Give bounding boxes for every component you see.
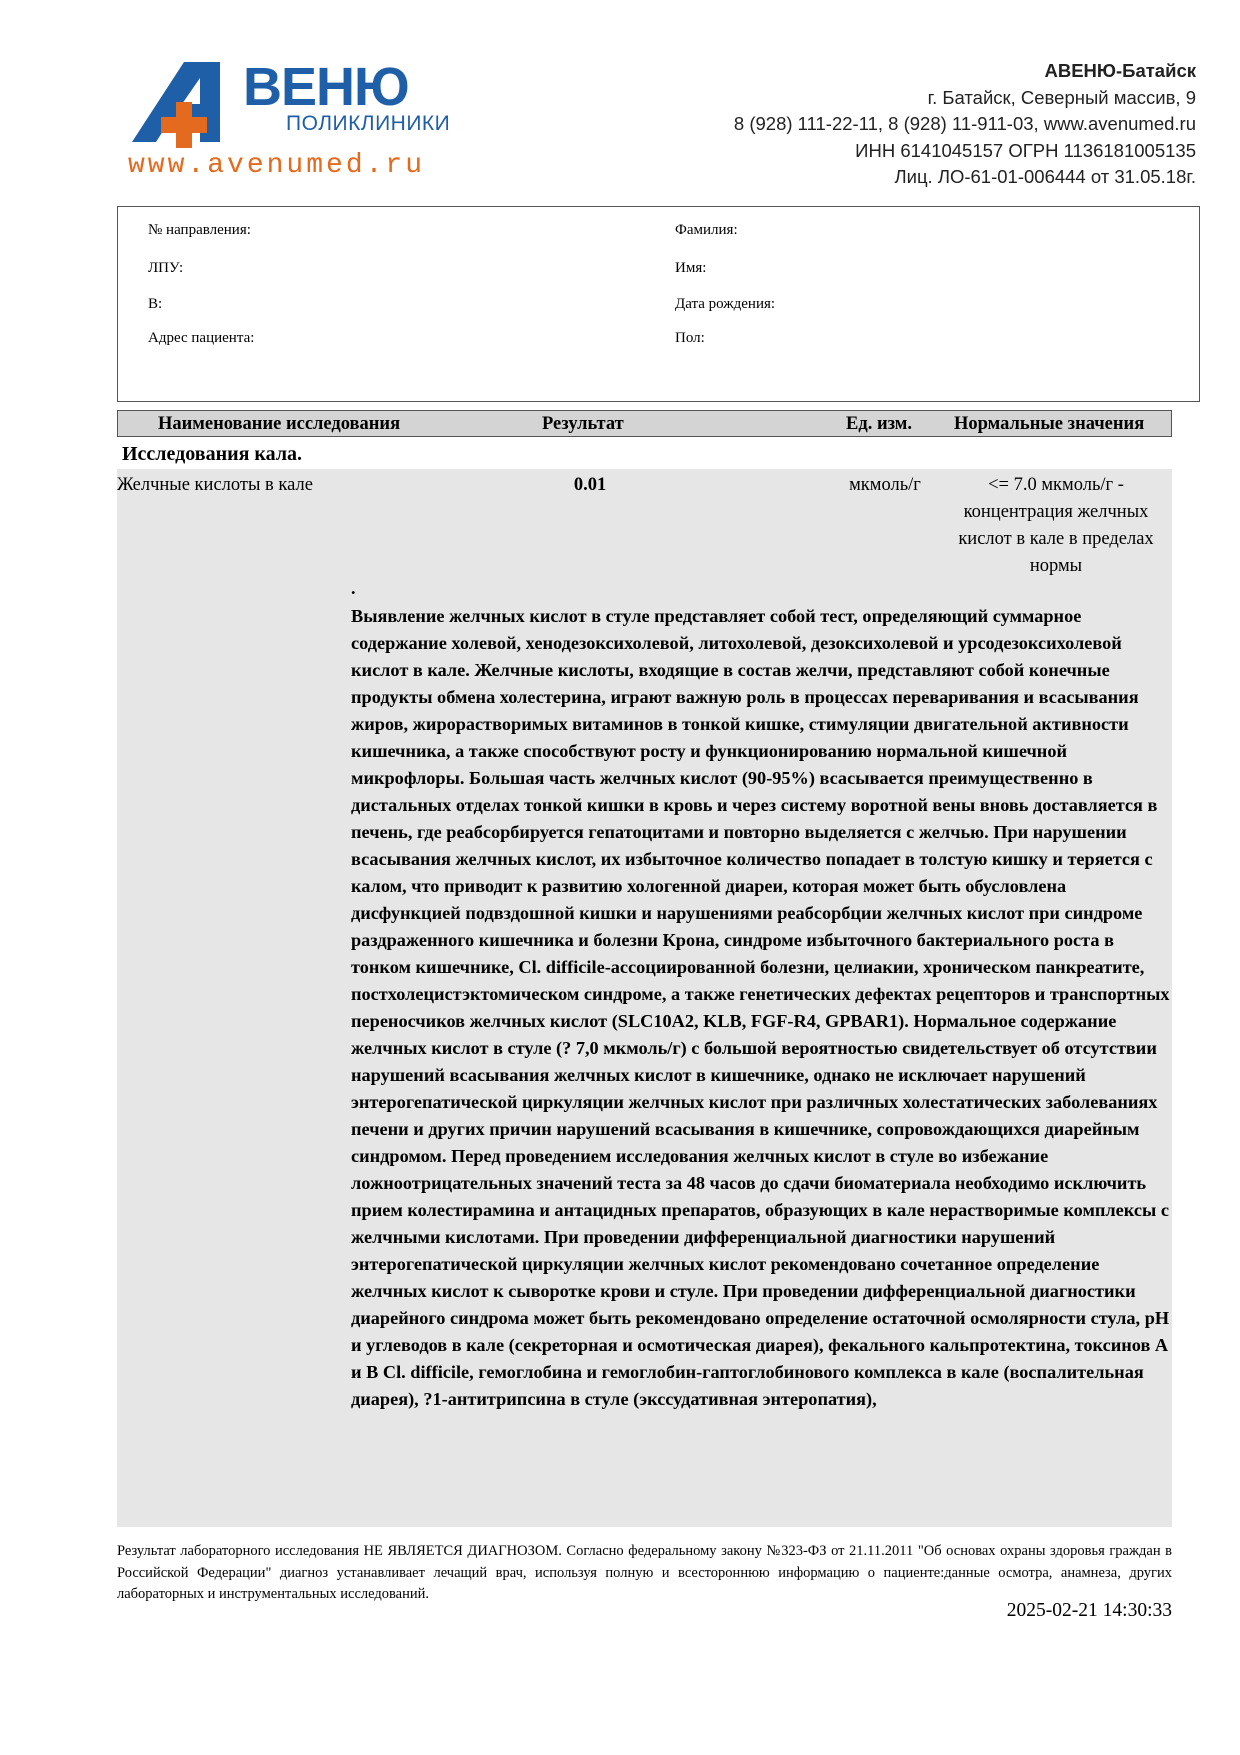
header-result: Результат	[542, 414, 624, 434]
logo-url: www.avenumed.ru	[128, 150, 426, 181]
address-label: Адрес пациента:	[148, 330, 255, 346]
clinic-address: г. Батайск, Северный массив, 9	[927, 86, 1196, 108]
header-reference: Нормальные значения	[954, 414, 1145, 434]
clinic-name: АВЕНЮ-Батайск	[1044, 60, 1196, 81]
name-label: Имя:	[675, 260, 707, 276]
test-reference: <= 7.0 мкмоль/г - концентрация желчных кислот в кале в пределах нормы	[958, 475, 1154, 576]
header-name: Наименование исследования	[158, 414, 401, 434]
description-dot: .	[351, 578, 356, 598]
test-result: 0.01	[573, 475, 607, 495]
header-unit: Ед. изм.	[846, 414, 913, 434]
logo-word: ВЕНЮ	[243, 57, 409, 117]
lpu-label: ЛПУ:	[148, 260, 184, 276]
sex-label: Пол:	[675, 330, 705, 346]
birthdate-label: Дата рождения:	[675, 296, 776, 312]
referral-label: № направления:	[148, 222, 251, 238]
clinic-contacts: 8 (928) 111-22-11, 8 (928) 11-911-03, www.avenumed.ru	[733, 113, 1196, 134]
clinic-registration: ИНН 6141045157 ОГРН 1136181005135	[855, 139, 1196, 161]
clinic-license: Лиц. ЛО-61-01-006444 от 31.05.18г.	[894, 166, 1196, 187]
patient-info-box	[117, 206, 1200, 402]
test-description: Выявление желчных кислот в стуле представляет собой тест, определяющий суммарное содержание холевой, хенодезоксихолевой, литохолевой, дезоксихолевой и урсодезоксихолевой кислот в кале. Желчные кислоты, входящие в состав желчи, представляют собой конечные продукты обмена холестерина, играют важную роль в процессах переваривания и всасывания жиров, жирорастворимых витаминов в тонкой кишке, стимуляции двигательной активности кишечника, а также способствуют росту и функционированию нормальной кишечной микрофлоры. Большая часть желчных кислот (90-95%) всасывается преимущественно в дистальных отделах тонкой кишки в кровь и через систему воротной вены вновь доставляется в печень, где реабсорбируется гепатоцитами и повторно выделяется с желчью. При нарушении всасывания желчных кислот, их избыточное количество попадает в толстую кишку и теряется с калом, что приводит к развитию хологенной диареи, которая может быть обусловлена дисфункцией подвздошной кишки и нарушениями реабсорбции желчных кислот при синдроме раздраженного кишечника и болезни Крона, синдроме избыточного бактериального роста в тонком кишечнике, Cl. difficile-ассоциированной болезни, целиакии, хроническом панкреатите, постхолецистэктомическом синдроме, а также генетических дефектах рецепторов и транспортных переносчиков желчных кислот (SLC10A2, KLB, FGF-R4, GPBAR1). Нормальное содержание желчных кислот в стуле (? 7,0 мкмоль/г) с большой вероятностью свидетельствует об отсутствии нарушений всасывания желчных кислот в кишечнике, однако не исключает нарушений энтерогепатической циркуляции желчных кислот при различных холестатических заболеваниях печени и других причин нарушений всасывания в кишечнике, сопровождающихся диарейным синдромом. Перед проведением исследования желчных кислот в стуле во избежание ложноотрицательных значений теста за 48 часов до сдачи биоматериала необходимо исключить прием колестирамина и антацидных препаратов, образующих в кале нерастворимые комплексы с желчными кислотами. При проведении дифференциальной диагностики нарушений энтерогепатической циркуляции желчных кислот рекомендовано сочетанное определение желчных кислот к сыворотке крови и стуле. При проведении дифференциальной диагностики диарейного синдрома может быть рекомендовано определение остаточной осмолярности стула, рН и углеводов в кале (секреторная и осмотическая диарея), фекального кальпротектина, токсинов А и В Cl. difficile, гемоглобина и гемоглобин-гаптоглобинового комплекса в кале (воспалительная диарея), ?1-антитрипсина в стуле (экссудативная энтеропатия),	[351, 606, 1170, 1409]
test-name: Желчные кислоты в кале	[117, 475, 313, 495]
surname-label: Фамилия:	[675, 222, 738, 238]
disclaimer: Результат лабораторного исследования НЕ ЯВЛЯЕТСЯ ДИАГНОЗОМ. Согласно федеральному закону №323-ФЗ от 21.11.2011 "Об основах охраны здоровья граждан в Российской Федерации" диагноз устанавливает лечащий врач, используя полную и всестороннюю информацию о пациенте:данные осмотра, анамнеза, других лабораторных и инструментальных исследований.	[117, 1543, 1172, 1602]
timestamp: 2025-02-21 14:30:33	[1006, 1600, 1172, 1621]
results-table-header	[117, 410, 1172, 437]
clinic-info	[636, 58, 1196, 191]
clinic-logo	[128, 57, 451, 188]
in-label: В:	[148, 296, 163, 312]
section-title: Исследования кала.	[122, 443, 303, 465]
logo-subtitle: ПОЛИКЛИНИКИ	[286, 112, 451, 135]
test-unit: мкмоль/г	[849, 475, 921, 495]
